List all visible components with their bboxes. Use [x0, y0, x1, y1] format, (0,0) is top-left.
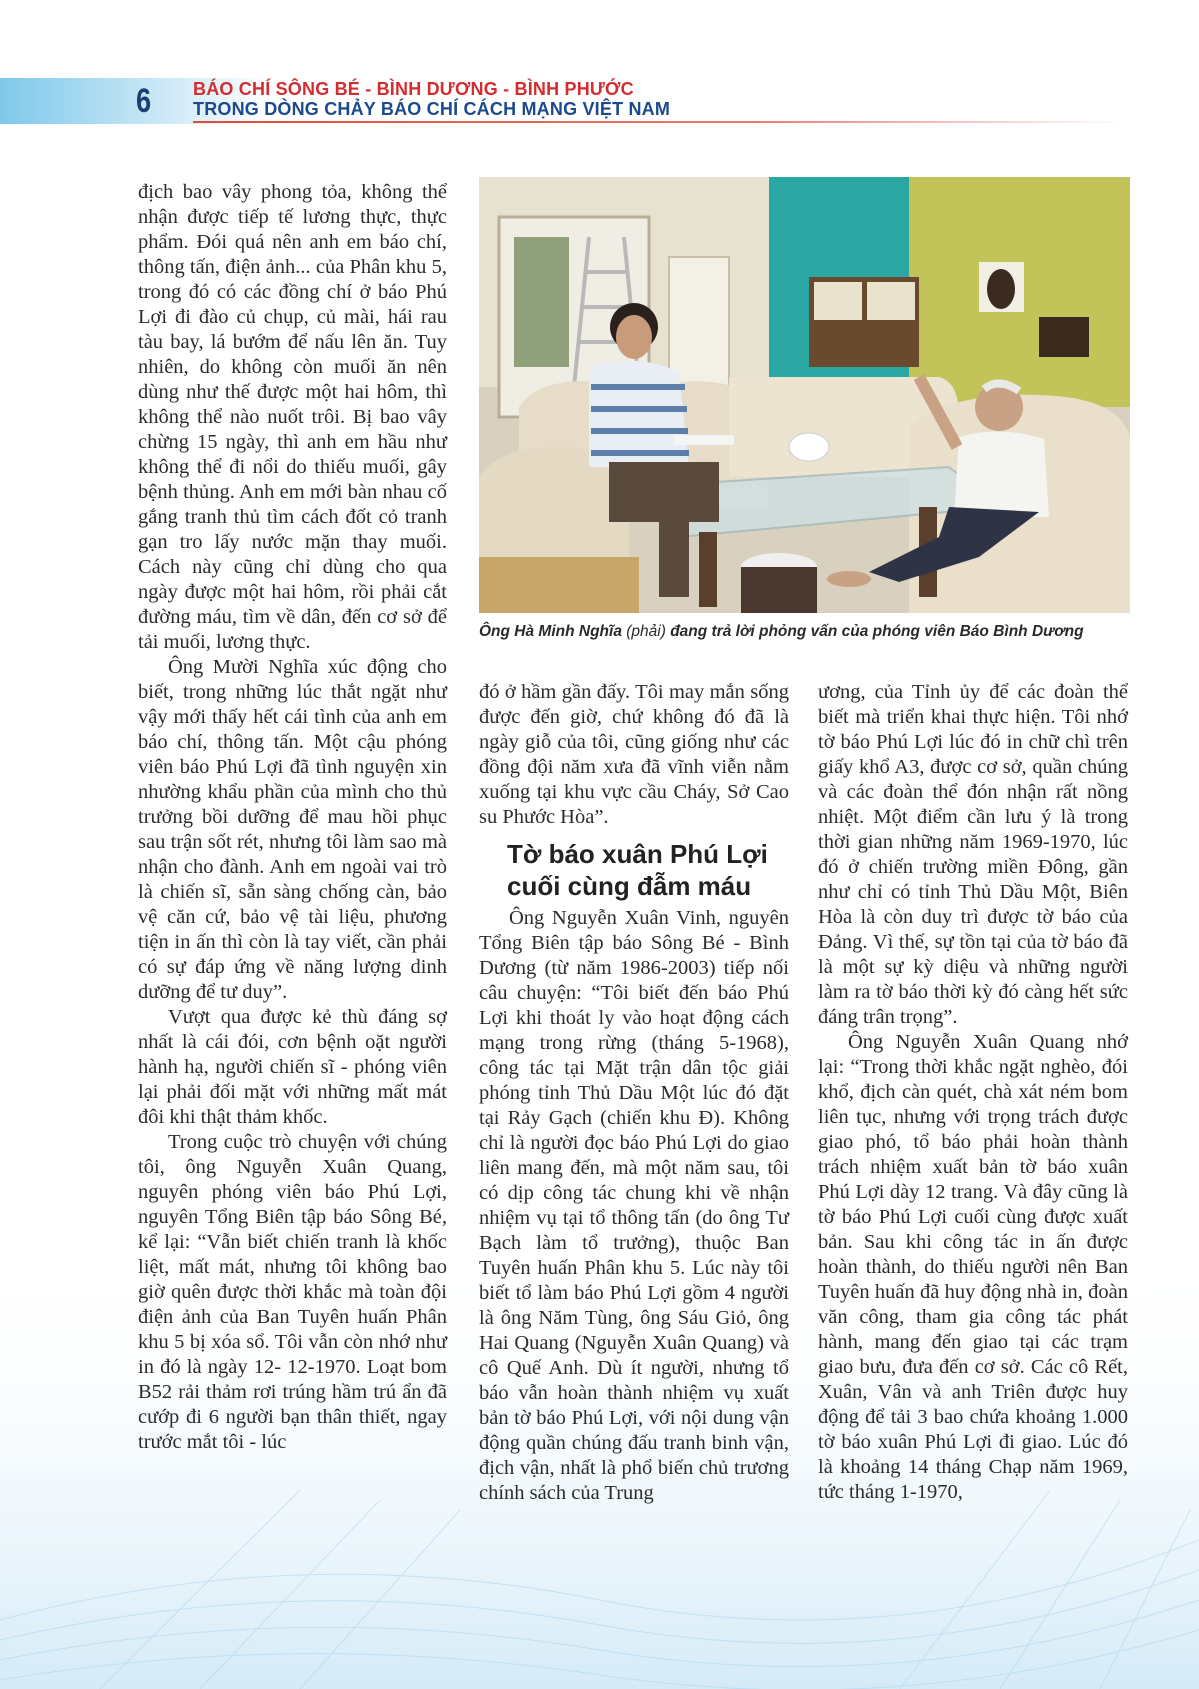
paragraph: ương, của Tỉnh ủy để các đoàn thể biết mà triển khai thực hiện. Tôi nhớ tờ báo Phú Lợi lúc đó in chữ chì trên giấy khổ A3, được cơ sở, quần chúng và các đoàn thể đón nhận rất nồng nhiệt. Một điểm cần lưu ý là trong thời gian những năm 1969-1970, lúc đó ở chiến trường miền Đông, gần như chỉ có tỉnh Thủ Dầu Một, Biên Hòa là còn duy trì được tờ báo của Đảng. Vì thế, sự tồn tại của tờ báo đã là một sự kỳ diệu và những người làm ra tờ báo thời kỳ đó càng hết sức đáng trân trọng”. — [818, 681, 1128, 1028]
page-number: 6 — [136, 82, 152, 120]
paragraph: Trong cuộc trò chuyện với chúng tôi, ông Nguyễn Xuân Quang, nguyên phóng viên báo Phú Lợi, nguyên Tổng Biên tập báo Sông Bé, kể lại: “Vẫn biết chiến tranh là khốc liệt, mất mát, nhưng tôi không bao giờ quên được thời khắc mà toàn đội điện ảnh của Ban Tuyên huấn Phân khu 5 bị xóa sổ. Tôi vẫn còn nhớ như in đó là ngày 12- 12-1970. Loạt bom B52 rải thảm rơi trúng hầm trú ẩn đã cướp đi 6 người bạn thân thiết, ngay trước mắt tôi - lúc — [138, 1131, 447, 1453]
paragraph: đó ở hầm gần đấy. Tôi may mắn sống được đến giờ, chứ không đó đã là ngày giỗ của tôi, cũng giống như các đồng đội năm xưa đã vĩnh viễn nằm xuống tại khu vực cầu Cháy, Sở Cao su Phước Hòa”. — [479, 681, 789, 828]
header-title-line1: BÁO CHÍ SÔNG BÉ - BÌNH DƯƠNG - BÌNH PHƯỚC — [193, 79, 634, 99]
paragraph: Ông Nguyễn Xuân Quang nhớ lại: “Trong thời khắc ngặt nghèo, đói khổ, địch càn quét, chà xát ném bom liên tục, nhưng với trọng trách được giao phó, tổ báo phải hoàn thành trách nhiệm xuất bản tờ báo xuân Phú Lợi dày 12 trang. Và đây cũng là tờ báo Phú Lợi cuối cùng được xuất bản. Sau khi công tác in ấn được hoàn thành, do thiếu người nên Ban Tuyên huấn đã huy động nhà in, đoàn văn công, tham gia công tác phát hành, mang đến giao tại các trạm giao bưu, đưa đến cơ sở. Các cô Rết, Xuân, Vân và anh Triên được huy động để tải 3 bao chứa khoảng 1.000 tờ báo xuân Phú Lợi đi giao. Lúc đó là khoảng 14 tháng Chạp năm 1969, tức tháng 1-1970, — [818, 1031, 1128, 1503]
caption-before: Ông Hà Minh Nghĩa — [479, 623, 627, 640]
paragraph: địch bao vây phong tỏa, không thể nhận được tiếp tế lương thực, thực phẩm. Đói quá nên anh em báo chí, thông tấn, điện ảnh... của Phân khu 5, trong đó có các đồng chí ở báo Phú Lợi đi đào củ chụp, củ mài, hái rau tàu bay, lá bướm để nấu lên ăn. Tuy nhiên, do không còn muối ăn nên dùng như thế được một hai hôm, thì không thể nào nuốt trôi. Bị bao vây chừng 15 ngày, thì anh em hầu như không thể đi nổi do thiếu muối, gây bệnh thủng. Anh em mới bàn nhau cố gắng tranh thủ tìm cách đốt cỏ tranh gạn tro lấy nước mặn thay muối. Cách này cũng chỉ dùng cho qua ngày được một hai hôm, rồi phải cắt đường máu, tìm về dân, đến cơ sở để tải muối, lương thực. — [138, 181, 447, 653]
interview-photo-illustration — [479, 177, 1130, 613]
article-column-3 — [818, 680, 1128, 1505]
header-rule — [193, 121, 1123, 123]
article-column-2 — [479, 680, 789, 1506]
article-column-1 — [138, 180, 447, 1455]
paragraph: Ông Mười Nghĩa xúc động cho biết, trong những lúc thắt ngặt như vậy mới thấy hết cái tình của anh em báo chí, thông tấn. Một cậu phóng viên báo Phú Lợi đã tình nguyện xin nhường khẩu phần của mình cho thủ trưởng bồi dưỡng để mau hồi phục sau trận sốt rét, nhưng tôi làm sao mà nhận cho đành. Anh em ngoài vai trò là chiến sĩ, sẵn sàng chống càn, bảo vệ căn cứ, bảo vệ tài liệu, phương tiện in ấn thì còn là tay viết, cần phải có sự đáp ứng về năng lượng dinh dưỡng để tư duy”. — [138, 656, 447, 1003]
caption-italic: (phải) — [626, 623, 666, 640]
paragraph: Vượt qua được kẻ thù đáng sợ nhất là cái đói, cơn bệnh oặt người hành hạ, người chiến sĩ - phóng viên lại phải đối mặt với những mất mát đôi khi thật thảm khốc. — [138, 1006, 447, 1128]
photo-caption — [479, 623, 1139, 641]
section-heading — [479, 838, 789, 902]
interview-photo — [479, 177, 1130, 613]
paragraph: Ông Nguyễn Xuân Vinh, nguyên Tổng Biên tập báo Sông Bé - Bình Dương (từ năm 1986-2003) tiếp nối câu chuyện: “Tôi biết đến báo Phú Lợi khi thoát ly vào hoạt động cách mạng trong rừng (tháng 5-1968), công tác tại Mặt trận dân tộc giải phóng tỉnh Thủ Dầu Một lúc đó đặt tại Rảy Gạch (chiến khu Đ). Không chỉ là người đọc báo Phú Lợi do giao liên mang đến, mà một năm sau, tôi có dịp công tác chung khi về nhận nhiệm vụ tại tổ thông tấn (do ông Tư Bạch làm tổ trưởng), thuộc Ban Tuyên huấn Phân khu 5. Lúc này tôi biết tổ làm báo Phú Lợi gồm 4 người là ông Năm Tùng, ông Sáu Giỏ, ông Hai Quang (Nguyễn Xuân Quang) và cô Quế Anh. Dù ít người, nhưng tổ báo vẫn hoàn thành nhiệm vụ xuất bản tờ báo Phú Lợi, với nội dung vận động quần chúng đấu tranh binh vận, địch vận, nhất là phổ biến chủ trương chính sách của Trung — [479, 907, 789, 1504]
section-heading-line1: Tờ báo xuân Phú Lợi — [507, 839, 768, 869]
caption-after: đang trả lời phỏng vấn của phóng viên Báo Bình Dương — [665, 623, 1084, 640]
section-heading-line2: cuối cùng đẫm máu — [507, 871, 752, 901]
header-title-line2: TRONG DÒNG CHẢY BÁO CHÍ CÁCH MẠNG VIỆT NAM — [193, 99, 671, 119]
